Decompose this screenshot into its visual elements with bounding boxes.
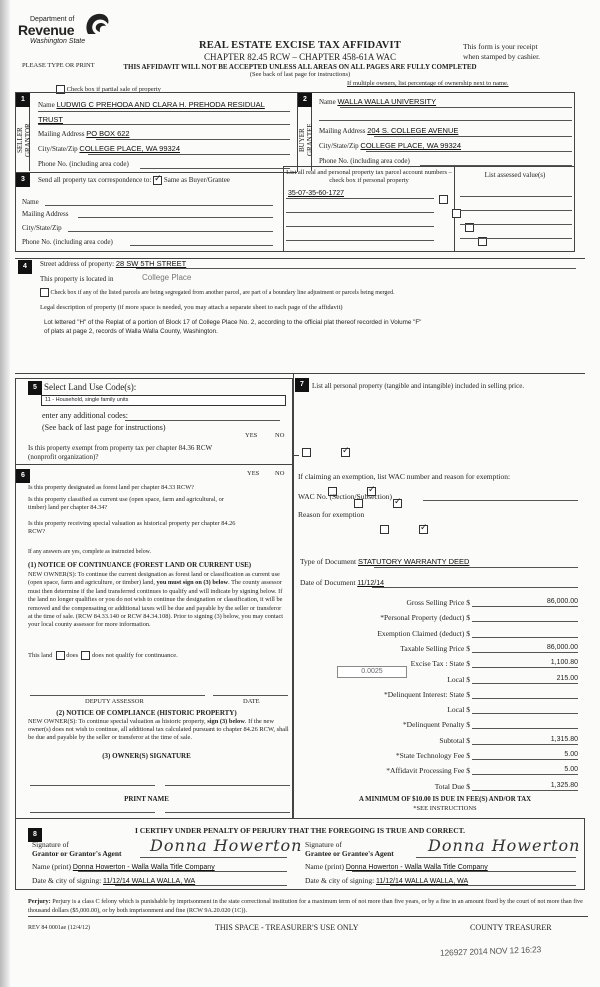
grantor-mailing-row	[38, 129, 130, 138]
assessed-field-4[interactable]	[460, 238, 572, 239]
receipt-note-line1: This form is your receipt	[463, 42, 538, 51]
grantee-date-label: Date & city of signing:	[305, 876, 375, 885]
grantor-print-label: Name (print)	[32, 862, 71, 871]
notice-continuance-title: (1) NOTICE OF CONTINUANCE (FOREST LAND OR CURRENT USE)	[28, 561, 252, 569]
does-not-label: does not qualify for continuance.	[92, 651, 178, 659]
corr-mailing-field[interactable]	[78, 217, 273, 218]
section-1-badge: 1	[16, 93, 30, 107]
parcel-line-3[interactable]	[286, 226, 434, 227]
local-rate-field[interactable]: 0.0025	[337, 666, 407, 678]
section-6-top-rule	[15, 464, 293, 465]
grantor-mailing-line	[96, 139, 290, 140]
legal-label: Legal description of property (if more space is needed, you may attach a separate sheet to each page of the affidavit)	[40, 304, 343, 311]
grantor-city-label: City/State/Zip	[38, 145, 78, 153]
multiple-owners-note: If multiple owners, list percentage of ownership next to name.	[347, 80, 509, 87]
historic-yes-checkbox[interactable]	[380, 525, 389, 534]
street-line	[136, 268, 576, 269]
tax-row-value[interactable]: 5.00	[472, 765, 578, 775]
section-7-badge: 7	[295, 378, 309, 392]
exempt-question: Is this property exempt from property tax per chapter 84.36 RCW (nonprofit organization)?	[28, 444, 212, 461]
grantee-city-value[interactable]: COLLEGE PLACE, WA 99324	[360, 141, 462, 150]
logo-dept-text: Department of	[30, 16, 75, 23]
grantee-side-panel	[298, 107, 312, 171]
historic-question: Is this property receiving special valuation as historical property per chapter 84.26 RCW?	[28, 520, 236, 535]
grantee-name-row	[319, 97, 436, 106]
section-3-badge: 3	[16, 173, 30, 187]
grantor-name-label: Name	[38, 101, 55, 109]
tax-row-label: Subtotal $	[439, 735, 470, 745]
notice-continuance-text: NEW OWNER(S): To continue the current designation as forest land or classification as current use (open space, farm and agriculture, or timber) land, you must sign on (3) below. The county assessor must then determine if the land transferred continues to qualify and will indicate by signing below. If the land no longer qualifies or you do not wish to continue the designation or classification, it will be removed and the compensating or additional taxes will be due and payable by the seller or transferor at the time of sale. (RCW 84.33.140 or RCW 84.34.108). Prior to signing (3) below, you may contact your local county assessor for more information.	[28, 571, 284, 629]
doc-date-line	[372, 587, 578, 588]
deputy-assessor-sig-line[interactable]	[30, 695, 205, 696]
grantee-date-row	[305, 876, 468, 885]
corr-phone-field[interactable]	[130, 245, 273, 246]
grantee-name-line	[340, 107, 572, 108]
does-not-qualify-checkbox[interactable]	[81, 651, 90, 660]
grantee-date-value[interactable]: 11/12/14 WALLA WALLA, WA	[376, 878, 469, 885]
owner-signature-line-2[interactable]	[165, 785, 290, 786]
tax-row-value[interactable]: 5.00	[472, 750, 578, 760]
grantor-side-panel	[16, 107, 30, 171]
doc-date-row	[300, 578, 384, 587]
tax-row-label: Gross Selling Price $	[406, 598, 470, 607]
tax-row-value[interactable]: 215.00	[472, 674, 578, 684]
grantee-mailing-line	[374, 136, 572, 137]
doc-type-line	[374, 567, 578, 568]
historic-no-checkbox[interactable]	[419, 525, 428, 534]
notice-compliance-text: NEW OWNER(S): To continue special valuation as historic property, sign (3) below. If the new owner(s) does not wish to continue, all additional tax calculated pursuant to chapter 84.26 RCW, shall be due and payable by the seller or transferor at the time of sale.	[28, 718, 289, 741]
tax-row-label: Exemption Claimed (deduct) $	[377, 628, 470, 638]
doc-type-label: Type of Document	[300, 557, 357, 566]
corr-name-field[interactable]	[45, 205, 273, 206]
parcel-number-1[interactable]: 35-07-35-60-1727	[288, 190, 345, 197]
grantee-print-label: Name (print)	[305, 862, 344, 871]
grantor-print-row	[32, 862, 215, 871]
minimum-note: A MINIMUM OF $10.00 IS DUE IN FEE(S) AND/OR TAX	[358, 796, 532, 803]
treasurer-use-label: THIS SPACE - TREASURER'S USE ONLY	[215, 923, 359, 932]
grantor-phone-label: Phone No. (including area code)	[38, 160, 129, 168]
grantee-print-line	[352, 871, 576, 872]
section-8-badge: 8	[28, 828, 42, 842]
certify-statement: I CERTIFY UNDER PENALTY OF PERJURY THAT THE FOREGOING IS TRUE AND CORRECT.	[134, 826, 465, 835]
tax-row-value[interactable]: 1,100.80	[472, 658, 578, 668]
parcel-personal-checkbox-1[interactable]	[439, 195, 448, 204]
parcel-line-1	[286, 198, 434, 199]
wac-label: WAC No. (Section/Subsection)	[298, 492, 392, 501]
grantor-date-row	[32, 876, 195, 885]
exempt-yes-header: YES	[245, 432, 258, 439]
section-2-badge: 2	[298, 93, 312, 107]
does-label: does	[66, 651, 79, 659]
assessed-field-3[interactable]	[460, 224, 572, 225]
section-6-badge: 6	[16, 469, 30, 483]
print-name-line-1[interactable]	[30, 812, 155, 813]
tax-row-value[interactable]: 1,315.80	[472, 735, 578, 745]
tax-row-value[interactable]	[472, 689, 578, 699]
tax-row-value[interactable]: 86,000.00	[472, 597, 578, 607]
correspondence-divider	[283, 166, 284, 252]
logo-revenue-text: Revenue	[18, 22, 75, 38]
form-warning: THIS AFFIDAVIT WILL NOT BE ACCEPTED UNLESS ALL AREAS ON ALL PAGES ARE FULLY COMPLETED	[123, 63, 477, 71]
tax-row-label: Total Due $	[434, 781, 470, 791]
segregated-row	[40, 288, 395, 297]
grantor-signature[interactable]: Donna Howerton	[150, 836, 303, 855]
personal-property-label: List all personal property (tangible and intangible) included in selling price.	[312, 382, 525, 390]
section-4-badge: 4	[18, 260, 32, 274]
current-use-question: Is this property classified as current use (open space, farm and agricultural, or timber) land per chapter 84.34?	[28, 496, 224, 511]
located-value[interactable]: College Place	[142, 273, 192, 282]
tax-row-value[interactable]	[472, 612, 578, 622]
tax-row-label: *Delinquent Penalty $	[402, 720, 470, 730]
column-divider	[293, 373, 294, 818]
if-yes-note: If any answers are yes, complete as instructed below.	[28, 549, 151, 555]
grantee-city-row	[319, 141, 461, 150]
grantor-name-row	[38, 100, 288, 109]
dor-swirl-logo-icon	[82, 12, 112, 38]
grantee-name-label: Name	[319, 98, 336, 106]
section-7-tick	[293, 455, 299, 456]
designation-yes-header: YES	[247, 470, 260, 477]
grantee-date-line	[390, 885, 576, 886]
grantee-city-label: City/State/Zip	[319, 142, 359, 150]
grantor-print-line	[78, 871, 287, 872]
additional-codes-label: enter any additional codes:	[42, 411, 128, 420]
current-use-no-checkbox[interactable]	[393, 499, 402, 508]
grantor-city-row	[38, 144, 180, 153]
receipt-note-line2: when stamped by cashier.	[463, 52, 541, 61]
tax-row-value[interactable]: 1,325.80	[472, 781, 578, 791]
grantor-date-value[interactable]: 11/12/14 WALLA WALLA, WA	[103, 878, 196, 885]
buyer-grantee-label: BUYER GRANTEE	[298, 123, 314, 157]
land-use-see-back: (See back of last page for instructions)	[42, 423, 166, 432]
grantor-date-label: Date & city of signing:	[32, 876, 102, 885]
grantee-print-row	[305, 862, 488, 871]
print-name-label: PRINT NAME	[124, 795, 169, 803]
tax-row-value[interactable]	[472, 704, 578, 714]
additional-codes-field[interactable]	[125, 420, 280, 421]
corr-city-label: City/State/Zip	[22, 224, 62, 232]
forest-question: Is this property designated as forest land per chapter 84.33 RCW?	[28, 484, 194, 491]
parcel-line-2[interactable]	[286, 212, 434, 213]
grantee-name-value[interactable]: WALLA WALLA UNIVERSITY	[337, 97, 437, 106]
form-title: REAL ESTATE EXCISE TAX AFFIDAVIT	[198, 40, 402, 51]
section-5-badge: 5	[28, 381, 42, 395]
exempt-yes-checkbox[interactable]	[302, 448, 311, 457]
parcels-top-rule	[283, 166, 575, 167]
tax-row-value[interactable]	[472, 719, 578, 729]
grantor-signature-line	[140, 857, 287, 858]
street-label: Street address of property:	[40, 260, 115, 268]
parcels-header: List all real and personal property tax parcel account numbers – check box if personal property	[286, 169, 452, 184]
assessed-field-1[interactable]	[460, 196, 572, 197]
section-4-bottom-rule	[15, 373, 585, 374]
correspondence-row	[38, 176, 230, 185]
grantor-name-value-2[interactable]: TRUST	[38, 115, 63, 124]
doc-type-value[interactable]: STATUTORY WARRANTY DEED	[358, 557, 470, 566]
corr-mailing-label: Mailing Address	[22, 210, 69, 218]
doc-type-row	[300, 557, 469, 566]
tax-row-label: Taxable Selling Price $	[400, 643, 470, 653]
grantee-sig-label: Signature of Grantee or Grantee's Agent	[305, 840, 394, 858]
form-id: REV 84 0001ae (12/4/12)	[28, 925, 91, 931]
grantor-city-line	[88, 154, 290, 155]
partial-sale-label: Check box if partial sale of property	[66, 85, 161, 93]
assessed-header: List assessed value(s)	[484, 171, 546, 179]
street-value[interactable]: 28 SW 5TH STREET	[115, 259, 187, 268]
tax-row-label: Local $	[447, 705, 470, 715]
tax-row-label: *Personal Property (deduct) $	[380, 613, 470, 623]
grantee-print-value[interactable]: Donna Howerton - Walla Walla Title Company	[345, 864, 488, 871]
same-as-buyer-label: Same as Buyer/Grantee	[163, 176, 230, 185]
print-name-line-2[interactable]	[165, 812, 290, 813]
exemption-label: If claiming an exemption, list WAC number and reason for exemption:	[298, 472, 511, 481]
parcel-line-4[interactable]	[286, 240, 434, 241]
grantor-name-line	[38, 111, 290, 112]
see-back-note: (See back of last page for instructions)	[249, 71, 351, 78]
corr-phone-label: Phone No. (including area code)	[22, 238, 113, 246]
notice-compliance-title: (2) NOTICE OF COMPLIANCE (HISTORIC PROPERTY)	[56, 709, 237, 717]
street-row	[40, 259, 186, 268]
tax-row-label: Excise Tax : State $	[410, 659, 470, 669]
please-type-note: PLEASE TYPE OR PRINT	[22, 62, 95, 69]
deputy-date-label: DATE	[243, 698, 260, 705]
tax-row-label: *State Technology Fee $	[395, 751, 470, 760]
grantor-print-value[interactable]: Donna Howerton - Walla Walla Title Company	[72, 864, 215, 871]
logo-state-text: Washington State	[30, 38, 86, 45]
designation-no-header: NO	[275, 470, 285, 477]
exempt-no-header: NO	[275, 432, 285, 439]
assessed-field-2[interactable]	[460, 210, 572, 211]
tax-row-label: *Affidavit Processing Fee $	[386, 766, 470, 776]
tax-row-value[interactable]: 86,000.00	[472, 643, 578, 653]
county-treasurer-label: COUNTY TREASURER	[470, 923, 552, 932]
grantee-mailing-row	[319, 126, 458, 135]
doc-date-value[interactable]: 11/12/14	[357, 580, 385, 587]
reason-label: Reason for exemption	[298, 510, 365, 519]
doc-date-label: Date of Document	[300, 578, 356, 587]
wac-field[interactable]	[423, 500, 578, 501]
continuance-row	[28, 651, 178, 660]
perjury-notice: Perjury: Perjury is a class C felony which is punishable by imprisonment in the state correctional institution for a maximum term of not more than five years, or by a fine in an amount fixed by the court of not more than five thousand dollars ($5,000.00), or by both imprisonment and fine (RCW 9A.20.020 (1C)).	[28, 898, 588, 917]
tax-row-value[interactable]	[472, 628, 578, 638]
grantor-name-value[interactable]: LUDWIG C PREHODA AND CLARA H. PREHODA RESIDUAL	[56, 100, 265, 109]
scan-edge-shadow	[0, 0, 10, 987]
seller-grantor-label: SELLER GRANTOR	[16, 123, 32, 157]
segregated-label: Check box if any of the listed parcels are being segregated from another parcel, are part of a boundary line adjustment or parcels being merged.	[50, 289, 395, 296]
owner-signature-line-1[interactable]	[30, 785, 155, 786]
exempt-no-checkbox[interactable]	[341, 448, 350, 457]
located-label: This property is located in	[40, 275, 114, 283]
legal-description[interactable]	[44, 318, 574, 336]
receipt-note	[463, 42, 540, 62]
grantee-city-line	[366, 151, 572, 152]
treasurer-stamp: 126927 2014 NOV 12 16:23	[439, 944, 542, 958]
grantor-name-line-2	[38, 124, 290, 125]
grantee-phone-label: Phone No. (including area code)	[319, 157, 410, 165]
grantee-mailing-label: Mailing Address	[319, 127, 366, 135]
corr-name-label: Name	[22, 198, 39, 206]
deputy-assessor-label: DEPUTY ASSESSOR	[85, 698, 144, 705]
grantor-date-line	[115, 885, 287, 886]
grantee-signature[interactable]: Donna Howerton	[428, 836, 581, 855]
segregated-checkbox[interactable]	[40, 288, 49, 297]
grantor-sig-label: Signature of Grantor or Grantor's Agent	[32, 840, 122, 858]
corr-city-field[interactable]	[68, 231, 273, 232]
grantor-mailing-label: Mailing Address	[38, 130, 85, 138]
owner-signature-title: (3) OWNER(S) SIGNATURE	[102, 752, 191, 760]
tax-row-label: *Delinquent Interest: State $	[383, 689, 470, 699]
grantor-mailing-value[interactable]: PO BOX 622	[86, 129, 130, 138]
legal-line-1: Lot lettered "H" of the Replat of a portion of Block 17 of College Place No. 2, according to the official plat thereof recorded in Volume "F"	[44, 319, 422, 326]
tax-row-label: Local $	[447, 674, 470, 684]
deputy-date-line[interactable]	[213, 695, 288, 696]
correspondence-label: Send all property tax correspondence to:	[38, 176, 152, 185]
grantor-city-value[interactable]: COLLEGE PLACE, WA 99324	[79, 144, 181, 153]
see-instructions-note: *SEE INSTRUCTIONS	[413, 805, 477, 812]
form-subtitle: CHAPTER 82.45 RCW – CHAPTER 458-61A WAC	[204, 52, 396, 62]
land-use-label: Select Land Use Code(s):	[44, 382, 137, 392]
this-land-label: This land	[28, 651, 53, 659]
legal-line-2: of plats at page 2, records of Walla Walla County, Washington.	[44, 328, 218, 335]
land-use-select[interactable]: 11 - Household, single family units	[41, 395, 286, 406]
same-as-buyer-checkbox[interactable]	[153, 176, 162, 185]
grantee-signature-line	[416, 857, 576, 858]
grantee-mailing-value[interactable]: 204 S. COLLEGE AVENUE	[367, 126, 459, 135]
grantor-phone-field[interactable]	[140, 168, 290, 169]
grantee-name-line-2[interactable]	[319, 120, 572, 121]
does-qualify-checkbox[interactable]	[56, 651, 65, 660]
